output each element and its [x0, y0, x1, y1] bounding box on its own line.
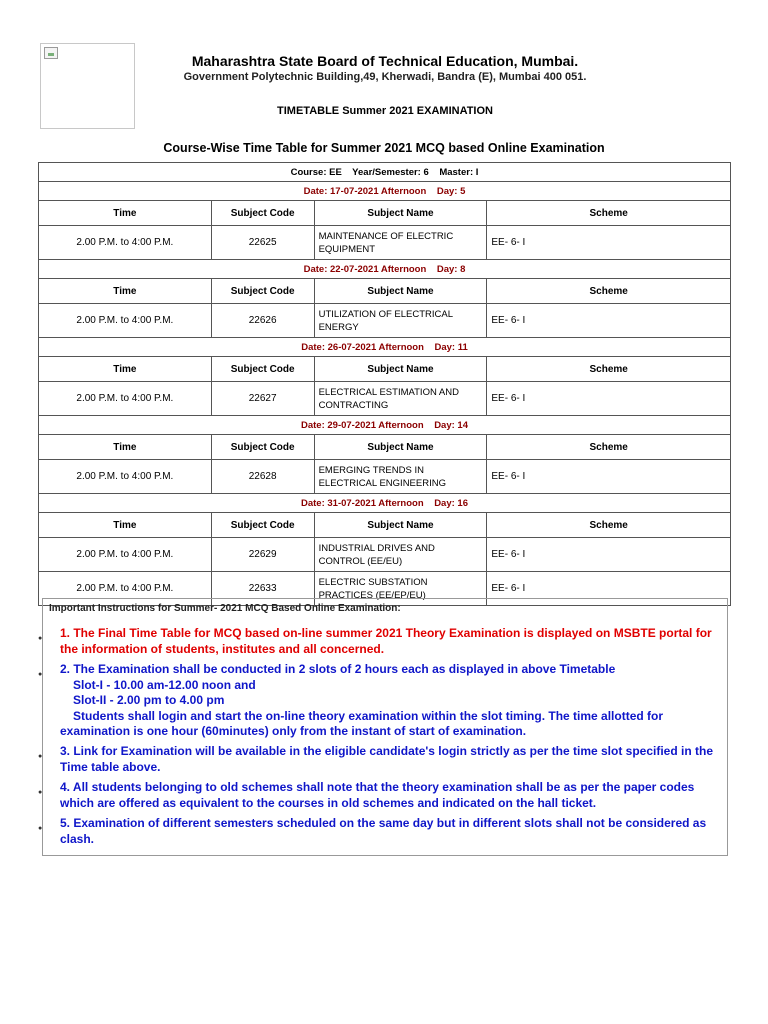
- date-row: [39, 338, 731, 357]
- date-row: [39, 416, 731, 435]
- board-address: Government Polytechnic Building,49, Kherwadi, Bandra (E), Mumbai 400 051.: [183, 71, 587, 83]
- column-header-row: [39, 513, 731, 538]
- instruction-item-1: [38, 626, 722, 657]
- subject-name-header: Subject Name: [314, 279, 487, 304]
- subject-code-header: Subject Code: [211, 513, 314, 538]
- subject-code: 22627: [211, 382, 314, 416]
- exam-title: TIMETABLE Summer 2021 EXAMINATION: [277, 105, 493, 117]
- subject-code-header: Subject Code: [211, 357, 314, 382]
- bullet-icon: ●: [38, 753, 43, 760]
- subject-name: ELECTRIC SUBSTATION PRACTICES (EE/EP/EU): [314, 572, 487, 606]
- exam-date: Date: 31-07-2021 Afternoon Day: 16: [39, 494, 731, 513]
- instruction-text: 1. The Final Time Table for MCQ based on-line summer 2021 Theory Examination is displayed on MSBTE portal for the information of students, institutes and all concerned.: [60, 626, 712, 656]
- subject-name: UTILIZATION OF ELECTRICAL ENERGY: [314, 304, 487, 338]
- exam-date: Date: 26-07-2021 Afternoon Day: 11: [39, 338, 731, 357]
- exam-time: 2.00 P.M. to 4:00 P.M.: [39, 538, 212, 572]
- date-row: [39, 260, 731, 279]
- scheme-header: Scheme: [487, 357, 731, 382]
- exam-time: 2.00 P.M. to 4:00 P.M.: [39, 572, 212, 606]
- time-header: Time: [39, 435, 212, 460]
- course-row: [39, 163, 731, 182]
- date-row: [39, 494, 731, 513]
- column-header-row: [39, 357, 731, 382]
- table-row: [39, 226, 731, 260]
- column-header-row: [39, 435, 731, 460]
- exam-date: Date: 29-07-2021 Afternoon Day: 14: [39, 416, 731, 435]
- subject-name: ELECTRICAL ESTIMATION AND CONTRACTING: [314, 382, 487, 416]
- scheme: EE- 6- I: [487, 382, 731, 416]
- scheme: EE- 6- I: [487, 304, 731, 338]
- slot-note-text: Students shall login and start the on-line theory examination within the slot timing. The time allotted for examination is one hour (60minutes) only from the instant of start of examination.: [60, 708, 664, 739]
- instruction-text: 5. Examination of different semesters scheduled on the same day but in different slots shall not be considered as clash.: [60, 816, 707, 846]
- table-row: [39, 382, 731, 416]
- exam-date: Date: 17-07-2021 Afternoon Day: 5: [39, 182, 731, 201]
- subject-name-header: Subject Name: [314, 513, 487, 538]
- scheme: EE- 6- I: [487, 538, 731, 572]
- subject-code-header: Subject Code: [211, 279, 314, 304]
- subject-name-header: Subject Name: [314, 357, 487, 382]
- date-row: [39, 182, 731, 201]
- instructions-box: [38, 598, 728, 856]
- table-row: [39, 460, 731, 494]
- subject-code: 22626: [211, 304, 314, 338]
- subject-code-header: Subject Code: [211, 435, 314, 460]
- instruction-text: 4. All students belonging to old schemes shall note that the theory examination shall be as per the paper codes which are offered as equivalent to the courses in old schemes and indicated on the hall ticket.: [60, 780, 695, 810]
- subject-name: MAINTENANCE OF ELECTRIC EQUIPMENT: [314, 226, 487, 260]
- table-row: [39, 538, 731, 572]
- broken-image-icon: [44, 47, 58, 59]
- subject-name-header: Subject Name: [314, 201, 487, 226]
- exam-time: 2.00 P.M. to 4:00 P.M.: [39, 460, 212, 494]
- subject-name-header: Subject Name: [314, 435, 487, 460]
- scheme: EE- 6- I: [487, 460, 731, 494]
- instruction-item-5: [38, 816, 722, 847]
- scheme-header: Scheme: [487, 279, 731, 304]
- subject-name: INDUSTRIAL DRIVES AND CONTROL (EE/EU): [314, 538, 487, 572]
- exam-time: 2.00 P.M. to 4:00 P.M.: [39, 226, 212, 260]
- subject-name: EMERGING TRENDS IN ELECTRICAL ENGINEERING: [314, 460, 487, 494]
- instruction-text: 2. The Examination shall be conducted in 2 slots of 2 hours each as displayed in above Timetable: [60, 662, 616, 676]
- board-logo-placeholder: [40, 43, 135, 129]
- slot-1-text: Slot-I - 10.00 am-12.00 noon and: [73, 677, 256, 692]
- time-header: Time: [39, 357, 212, 382]
- bullet-icon: ●: [38, 825, 43, 832]
- column-header-row: [39, 201, 731, 226]
- time-header: Time: [39, 201, 212, 226]
- board-name: Maharashtra State Board of Technical Education, Mumbai.: [191, 53, 579, 69]
- instructions-heading: Important Instructions for Summer- 2021 MCQ Based Online Examination:: [49, 603, 401, 614]
- exam-time: 2.00 P.M. to 4:00 P.M.: [39, 382, 212, 416]
- course-info: Course: EE Year/Semester: 6 Master: I: [39, 163, 731, 182]
- scheme-header: Scheme: [487, 201, 731, 226]
- scheme-header: Scheme: [487, 435, 731, 460]
- exam-time: 2.00 P.M. to 4:00 P.M.: [39, 304, 212, 338]
- instruction-item-3: [38, 744, 722, 775]
- bullet-icon: ●: [38, 635, 43, 642]
- scheme: EE- 6- I: [487, 226, 731, 260]
- column-header-row: [39, 279, 731, 304]
- subject-code: 22628: [211, 460, 314, 494]
- instruction-text: 3. Link for Examination will be available in the eligible candidate's login strictly as per the time slot specified in the Time table above.: [60, 744, 714, 774]
- subject-code-header: Subject Code: [211, 201, 314, 226]
- subject-code: 22633: [211, 572, 314, 606]
- timetable-table: [38, 162, 731, 606]
- scheme-header: Scheme: [487, 513, 731, 538]
- table-row: [39, 304, 731, 338]
- time-header: Time: [39, 279, 212, 304]
- subject-code: 22625: [211, 226, 314, 260]
- instruction-item-2: [38, 662, 722, 740]
- instruction-item-4: [38, 780, 722, 811]
- subject-code: 22629: [211, 538, 314, 572]
- exam-date: Date: 22-07-2021 Afternoon Day: 8: [39, 260, 731, 279]
- scheme: EE- 6- I: [487, 572, 731, 606]
- timetable-title: Course-Wise Time Table for Summer 2021 MCQ based Online Examination: [163, 141, 605, 155]
- bullet-icon: ●: [38, 671, 43, 678]
- time-header: Time: [39, 513, 212, 538]
- slot-2-text: Slot-II - 2.00 pm to 4.00 pm: [73, 693, 225, 708]
- bullet-icon: ●: [38, 789, 43, 796]
